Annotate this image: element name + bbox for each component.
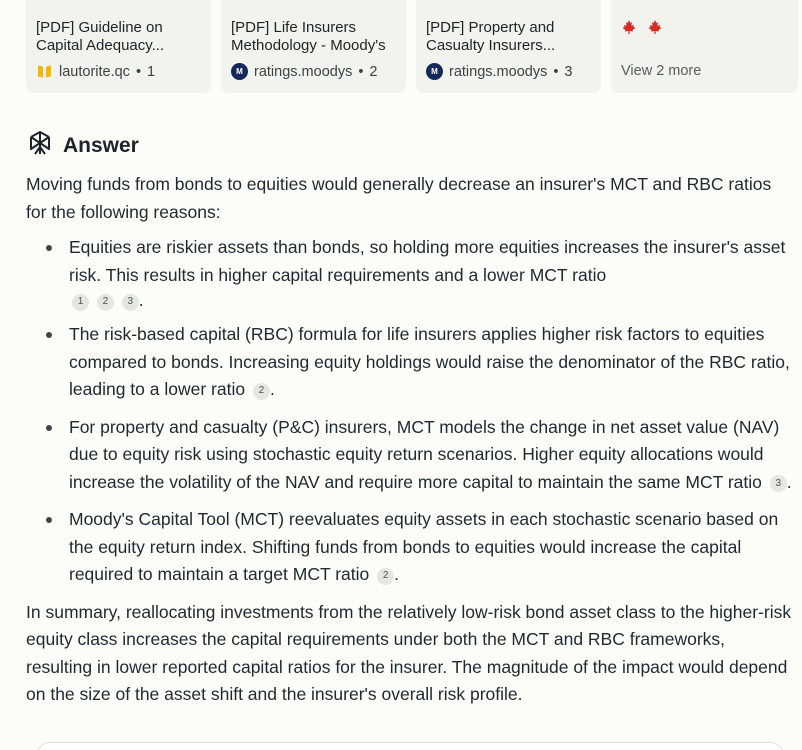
list-item: For property and casualty (P&C) insurers, MCT models the change in net asset value (NAV) due to equity risk using stochastic equity return scenarios. Higher equity allocations would increase the volatility of the NAV and require more capital to maintain the same MCT ratio 3 . (26, 414, 796, 497)
bullet-text: Moody's Capital Tool (MCT) reevaluates equity assets in each stochastic scenario based on the equity return index. Shifting funds from bonds to equities would increase the capital required to maintain a target MCT ratio (69, 509, 779, 584)
view-more-label: View 2 more (621, 63, 702, 79)
source-site: ratings.moodys (254, 63, 353, 80)
list-item: The risk-based capital (RBC) formula for life insurers applies higher risk factors to equities compared to bonds. Increasing equity holdings would raise the denominator of the RBC ratio, leading to a lower ratio 2 . (26, 321, 796, 404)
source-card-2[interactable]: [PDF] Life Insurers Methodology - Moody's M ratings.moodys • 2 (221, 0, 406, 93)
citation-badge[interactable]: 2 (377, 568, 394, 585)
source-title: [PDF] Life Insurers Methodology - Moody's (231, 19, 386, 54)
answer-intro: Moving funds from bonds to equities would generally decrease an insurer's MCT and RBC ratios for the following reasons: (26, 174, 772, 222)
flags (621, 19, 788, 37)
maple-leaf-icon (621, 19, 637, 38)
bullet-text: The risk-based capital (RBC) formula for life insurers applies higher risk factors to equities compared to bonds. Increasing equity holdings would raise the denominator of the RBC ratio, leading to a lower ratio (69, 324, 790, 399)
list-item: Equities are riskier assets than bonds, so holding more equities increases the insurer's asset risk. This results in higher capital requirements and a lower MCT ratio 1 2 3 . (26, 234, 796, 311)
view-more-button[interactable] (611, 0, 798, 93)
citation-badge[interactable]: 1 (72, 294, 89, 311)
follow-up-input-bar[interactable] (36, 742, 784, 750)
answer-bullets (26, 234, 796, 589)
source-card-3[interactable]: [PDF] Property and Casualty Insurers... M ratings.moodys • 3 (416, 0, 601, 93)
source-site: lautorite.qc (59, 63, 130, 80)
answer-header (27, 130, 139, 161)
answer-logo-icon (27, 130, 53, 161)
moodys-favicon-icon: M (426, 63, 443, 80)
citation-badge[interactable]: 3 (122, 294, 139, 311)
source-index: 3 (564, 63, 573, 80)
maple-leaf-icon (647, 19, 663, 38)
citation-badge[interactable]: 3 (770, 475, 787, 492)
lautorite-favicon-icon (36, 63, 53, 80)
source-card-1[interactable]: [PDF] Guideline on Capital Adequacy... lautorite.qc • 1 (26, 0, 211, 93)
bullet-text: For property and casualty (P&C) insurers, MCT models the change in net asset value (NAV) due to equity risk using stochastic equity return scenarios. Higher equity allocations would increase the volatility of the NAV and require more capital to maintain the same MCT ratio (69, 416, 780, 492)
citation-badge[interactable]: 2 (97, 294, 114, 311)
source-index: 1 (147, 63, 156, 80)
citation-badge[interactable]: 2 (253, 383, 270, 400)
source-site: ratings.moodys (449, 63, 548, 80)
answer-body (26, 171, 796, 709)
moodys-favicon-icon: M (231, 63, 248, 80)
source-title: [PDF] Guideline on Capital Adequacy... (36, 19, 165, 54)
sources-row (26, 0, 798, 93)
answer-heading: Answer (63, 133, 139, 157)
source-title: [PDF] Property and Casualty Insurers... (426, 19, 556, 54)
source-index: 2 (369, 63, 378, 80)
bullet-text: Equities are riskier assets than bonds, so holding more equities increases the insurer's asset risk. This results in higher capital requirements and a lower MCT ratio (69, 237, 786, 285)
answer-summary: In summary, reallocating investments from the relatively low-risk bond asset class to the higher-risk equity class increases the capital requirements under both the MCT and RBC frameworks, resulting in lower reported capital ratios for the insurer. The magnitude of the impact would depend on the size of the asset shift and the insurer's overall risk profile. (26, 601, 792, 704)
list-item: Moody's Capital Tool (MCT) reevaluates equity assets in each stochastic scenario based on the equity return index. Shifting funds from bonds to equities would increase the capital required to maintain a target MCT ratio 2 . (26, 506, 796, 589)
